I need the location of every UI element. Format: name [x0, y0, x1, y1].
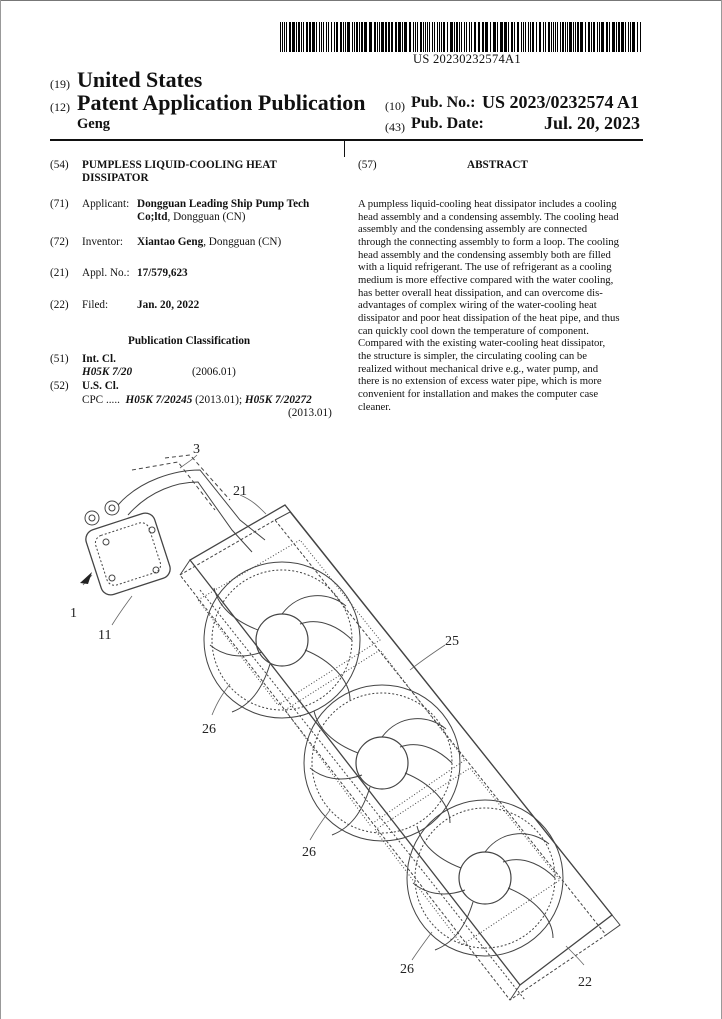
barcode-bar	[640, 22, 641, 52]
barcode-bar	[369, 22, 372, 52]
barcode-bar	[545, 22, 546, 52]
barcode-bar	[280, 22, 281, 52]
barcode-bar	[517, 22, 519, 52]
barcode-bar	[500, 22, 503, 52]
cpc-line	[82, 394, 312, 407]
label-26-bottom: 26	[400, 962, 414, 977]
patent-drawing	[60, 430, 680, 1015]
applicant-code: (71)	[50, 198, 69, 210]
barcode-bar	[395, 22, 397, 52]
applicant-company-suffix: Co;ltd	[137, 211, 168, 223]
publication-type: Patent Application Publication	[77, 90, 366, 115]
barcode-bar	[447, 22, 448, 52]
barcode-bar	[525, 22, 526, 52]
barcode-bar	[530, 22, 531, 52]
barcode-bar	[555, 22, 556, 52]
abstract-line: realized without mechanical drive e.g., water pump, and	[358, 362, 599, 375]
barcode-bar	[319, 22, 320, 52]
abstract-line: the structure is simpler, the circulating cooling can be	[358, 349, 587, 362]
barcode-bar	[532, 22, 534, 52]
abstract-code: (57)	[358, 159, 377, 171]
applicant-label: Applicant:	[82, 198, 130, 210]
barcode-bar	[331, 22, 332, 52]
abstract-line: medium is more effective compared with the water cooling,	[358, 273, 614, 286]
barcode-bar	[298, 22, 300, 52]
label-22: 22	[578, 975, 592, 990]
barcode-bar	[284, 22, 285, 52]
abstract-line: Compared with the existing water-cooling heat dissipator,	[358, 337, 606, 350]
intcl-date: (2006.01)	[192, 366, 236, 378]
barcode-bar	[514, 22, 515, 52]
filed-code: (22)	[50, 299, 69, 311]
barcode-bar	[618, 22, 620, 52]
pub-no-code: (10)	[385, 99, 405, 113]
abstract-line: has better overall heat dissipation, and can overcome dis-	[358, 286, 603, 299]
barcode-bar	[425, 22, 426, 52]
fan-1	[204, 562, 360, 718]
abstract-line: A pumpless liquid-cooling heat dissipator includes a cooling	[358, 198, 617, 210]
cpc-class-2-date: (2013.01)	[288, 407, 332, 419]
page-border-top	[0, 0, 722, 1]
barcode-bar	[423, 22, 424, 52]
barcode-bar	[464, 22, 465, 52]
barcode-bar	[439, 22, 440, 52]
barcode-bar	[580, 22, 583, 52]
abstract-line: head assembly and a condensing assembly. The cooling head	[358, 210, 619, 223]
barcode-bar	[628, 22, 629, 52]
barcode-bar	[377, 22, 378, 52]
abstract-line: cleaner.	[358, 400, 391, 413]
pub-date-label: Pub. Date:	[411, 115, 484, 132]
pub-no: US 2023/0232574 A1	[482, 92, 640, 112]
barcode-bar	[282, 22, 283, 52]
barcode-bar	[482, 22, 484, 52]
barcode-bar	[616, 22, 617, 52]
cpc-class-1: H05K 7/20245	[125, 394, 193, 406]
barcode-bar	[391, 22, 393, 52]
barcode-bar	[296, 22, 297, 52]
barcode-bar	[573, 22, 574, 52]
barcode-bar	[456, 22, 458, 52]
abstract-line: head assembly and the condensing assembly both are filled	[358, 248, 611, 261]
type-code: (12)	[50, 100, 70, 114]
barcode-bar	[306, 22, 308, 52]
barcode-bar	[461, 22, 462, 52]
barcode-bar	[434, 22, 435, 52]
barcode-bar	[334, 22, 335, 52]
barcode-bar	[469, 22, 470, 52]
appl-label: Appl. No.:	[82, 267, 130, 279]
barcode-bar	[402, 22, 403, 52]
header-rule	[50, 139, 643, 141]
country-code: (19)	[50, 77, 70, 91]
barcode-number: US 20230232574A1	[413, 52, 521, 66]
barcode-bar	[381, 22, 384, 52]
publication-classification-heading: Publication Classification	[128, 335, 251, 347]
cpc-class-1-date: (2013.01);	[195, 394, 243, 406]
barcode-bar	[301, 22, 302, 52]
barcode-bar	[345, 22, 346, 52]
barcode-bar	[398, 22, 401, 52]
label-11: 11	[98, 628, 112, 643]
barcode-bar	[637, 22, 638, 52]
barcode-bar	[597, 22, 598, 52]
barcode-bar	[415, 22, 416, 52]
barcode-bar	[379, 22, 380, 52]
filed-label: Filed:	[82, 299, 109, 311]
barcode-bar	[385, 22, 387, 52]
pub-date-code: (43)	[385, 120, 405, 134]
abstract-line: assembly and the condensing assembly are connected	[358, 223, 588, 236]
barcode-bar	[471, 22, 472, 52]
barcode-bar	[609, 22, 610, 52]
title-line-2: DISSIPATOR	[82, 172, 149, 184]
title-code: (54)	[50, 159, 69, 171]
radiator-frame	[180, 505, 620, 1000]
barcode-bar	[316, 22, 317, 52]
barcode-bar	[459, 22, 460, 52]
barcode-bar	[625, 22, 626, 52]
barcode-bar	[504, 22, 507, 52]
barcode-bar	[490, 22, 491, 52]
cpc-class-2: H05K 7/20272	[244, 394, 312, 406]
intcl-value: H05K 7/20	[82, 366, 133, 378]
barcode-bar	[336, 22, 338, 52]
barcode-bar	[409, 22, 411, 52]
abstract-line: can quickly cool down the temperature of component.	[358, 324, 589, 337]
appl-code: (21)	[50, 267, 69, 279]
connecting-pipes	[118, 455, 265, 552]
barcode-bar	[466, 22, 467, 52]
cooling-head	[83, 501, 172, 597]
label-26-middle: 26	[302, 845, 316, 860]
barcode-bar	[508, 22, 509, 52]
barcode-bar	[356, 22, 358, 52]
abstract-line: through the connecting assembly to form a loop. The cooling	[358, 235, 619, 248]
barcode-bar	[474, 22, 476, 52]
barcode-bar	[429, 22, 430, 52]
barcode-bar	[567, 22, 568, 52]
barcode-bar	[585, 22, 586, 52]
barcode-bar	[591, 22, 592, 52]
barcode-bar	[289, 22, 291, 52]
barcode-bar	[343, 22, 344, 52]
inventor-location: , Dongguan (CN)	[203, 236, 282, 248]
barcode-bar	[303, 22, 304, 52]
barcode-bar	[326, 22, 327, 52]
barcode-bar	[606, 22, 608, 52]
barcode-bar	[493, 22, 496, 52]
barcode-bar	[388, 22, 390, 52]
fan-2	[304, 685, 460, 841]
barcode	[280, 22, 644, 52]
barcode-bar	[485, 22, 488, 52]
barcode-bar	[612, 22, 615, 52]
arrow-marker	[80, 572, 92, 584]
barcode-bar	[292, 22, 295, 52]
abstract-line: with a liquid refrigerant. The use of refrigerant as a cooling	[358, 261, 612, 274]
barcode-bar	[548, 22, 550, 52]
barcode-bar	[441, 22, 442, 52]
barcode-bar	[588, 22, 590, 52]
barcode-bar	[432, 22, 433, 52]
abstract-heading: ABSTRACT	[467, 159, 528, 171]
intcl-code: (51)	[50, 353, 69, 365]
title-line-1: PUMPLESS LIQUID-COOLING HEAT	[82, 159, 277, 171]
barcode-bar	[543, 22, 544, 52]
label-3: 3	[193, 442, 200, 457]
barcode-bar	[551, 22, 552, 52]
cpc-label: CPC .....	[82, 394, 120, 406]
abstract-line: convenient for installation and makes the computer case	[358, 387, 599, 400]
barcode-bar	[497, 22, 498, 52]
barcode-bar	[478, 22, 480, 52]
barcode-bar	[599, 22, 600, 52]
barcode-bar	[328, 22, 329, 52]
barcode-bar	[364, 22, 367, 52]
barcode-bar	[562, 22, 564, 52]
label-26-top: 26	[202, 722, 216, 737]
country-name: United States	[77, 67, 203, 92]
barcode-bar	[437, 22, 438, 52]
applicant-location: , Dongguan (CN)	[167, 211, 246, 223]
barcode-bar	[359, 22, 360, 52]
label-25: 25	[445, 634, 459, 649]
inventor-surname: Geng	[77, 116, 111, 132]
barcode-bar	[632, 22, 635, 52]
barcode-bar	[340, 22, 342, 52]
filed-date: Jan. 20, 2022	[137, 299, 200, 311]
barcode-bar	[361, 22, 363, 52]
barcode-bar	[553, 22, 554, 52]
inventor-name: Xiantao Geng	[137, 236, 204, 248]
barcode-bar	[521, 22, 522, 52]
barcode-bar	[323, 22, 324, 52]
barcode-bar	[539, 22, 541, 52]
barcode-bar	[352, 22, 353, 52]
abstract-line: advantages of complex wiring of the water-cooling heat	[358, 299, 597, 312]
barcode-bar	[427, 22, 428, 52]
label-21: 21	[233, 484, 247, 499]
uscl-code: (52)	[50, 380, 69, 392]
barcode-bar	[420, 22, 422, 52]
barcode-bar	[443, 22, 445, 52]
barcode-bar	[536, 22, 537, 52]
barcode-bar	[354, 22, 355, 52]
abstract-body	[358, 198, 643, 413]
barcode-bar	[454, 22, 455, 52]
barcode-bar	[557, 22, 558, 52]
barcode-bar	[569, 22, 572, 52]
barcode-bar	[347, 22, 350, 52]
barcode-bar	[413, 22, 414, 52]
barcode-bar	[528, 22, 529, 52]
abstract-line: dissipator and poor heat dissipation of the heat pipe, and thus	[358, 311, 620, 324]
barcode-bar	[523, 22, 524, 52]
barcode-bar	[565, 22, 566, 52]
applicant-name: Dongguan Leading Ship Pump Tech	[137, 198, 310, 210]
barcode-bar	[286, 22, 287, 52]
abstract-line: there is no extension of excess water pipe, which is more	[358, 375, 602, 388]
barcode-bar	[593, 22, 595, 52]
barcode-bar	[577, 22, 579, 52]
column-separator	[344, 140, 345, 157]
barcode-bar	[321, 22, 322, 52]
barcode-bar	[630, 22, 631, 52]
intcl-label: Int. Cl.	[82, 353, 116, 365]
uscl-label: U.S. Cl.	[82, 380, 119, 392]
applicant-line-2	[137, 211, 245, 224]
barcode-bar	[450, 22, 453, 52]
barcode-bar	[374, 22, 376, 52]
pub-date: Jul. 20, 2023	[544, 113, 641, 133]
barcode-bar	[417, 22, 418, 52]
pub-no-label: Pub. No.:	[411, 94, 476, 111]
barcode-bar	[511, 22, 513, 52]
inventor-line	[137, 236, 281, 249]
inventor-label: Inventor:	[82, 236, 124, 248]
page-border-left	[0, 0, 1, 1019]
barcode-bar	[601, 22, 604, 52]
barcode-bar	[621, 22, 624, 52]
label-1: 1	[70, 606, 77, 621]
barcode-bar	[575, 22, 576, 52]
barcode-bar	[560, 22, 561, 52]
barcode-bar	[312, 22, 315, 52]
inventor-code: (72)	[50, 236, 69, 248]
barcode-bar	[404, 22, 407, 52]
barcode-bar	[309, 22, 311, 52]
appl-number: 17/579,623	[137, 267, 188, 279]
